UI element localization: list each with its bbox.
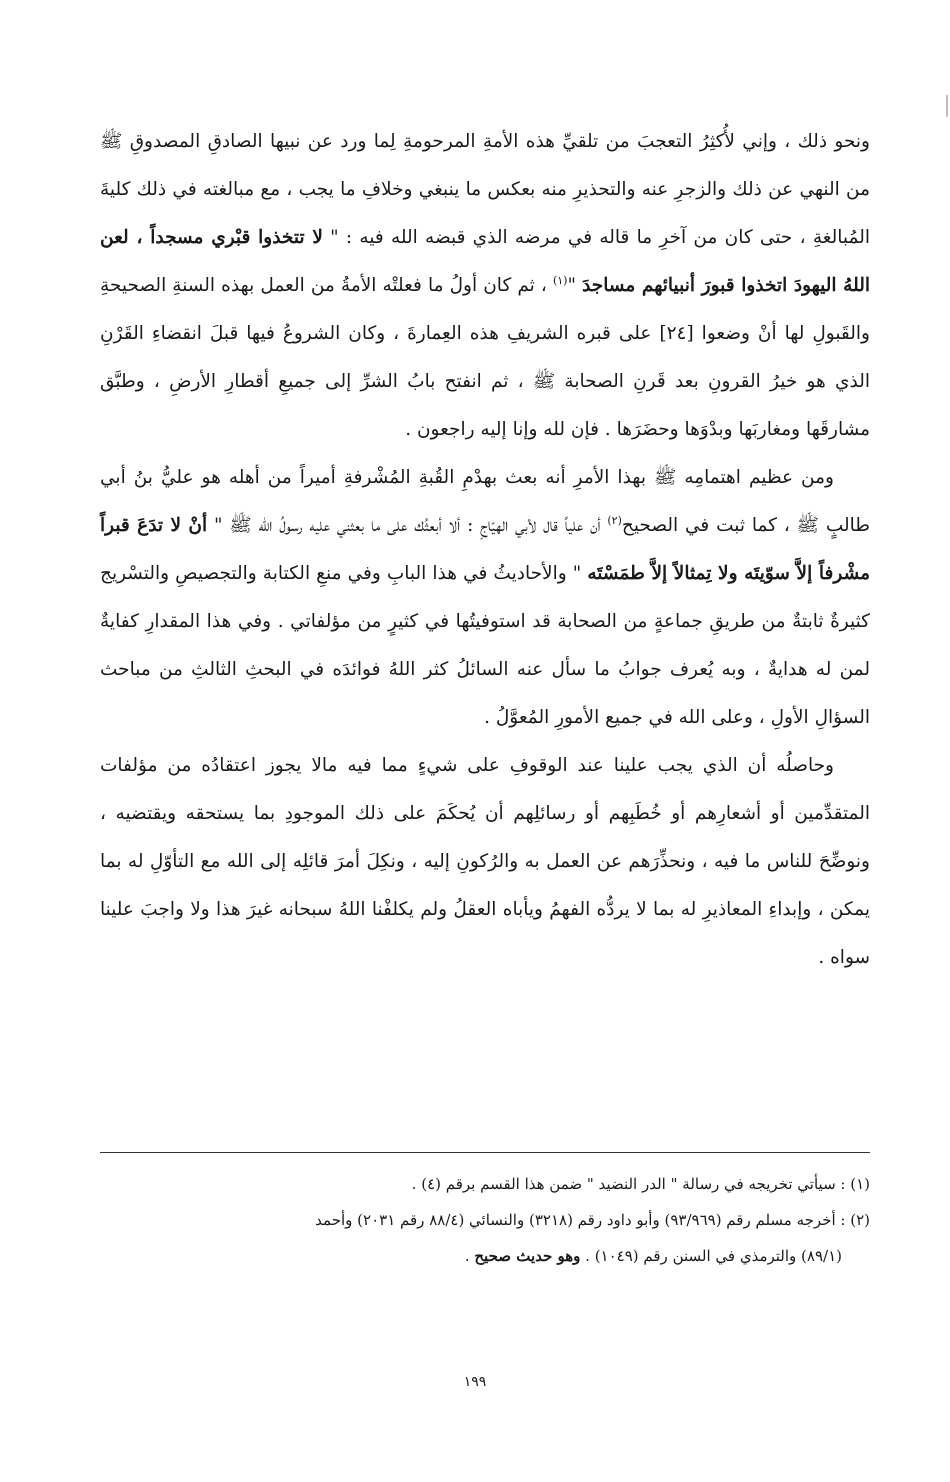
footnote-2-grading-bold: وهو حديث صحيح bbox=[474, 1247, 581, 1265]
paragraph-1-text-start: ونحو ذلك ، وإني لأُكثِرُ التعجبَ من تلقيِّ هذه الأمةِ المرحومةِ لِما ورد عن نبيها الصادقِ المصدوقِ ﷺ من النهي عن ذلك والزجرِ عنه والتحذيرِ منه بعكس ما ينبغي وخلافِ ما يجب ، مع مبالغته في ذلك كليةَ المُبالغةِ ، حتى كان من آخرِ ما قاله في مرضه الذي قبضه الله فيه : " bbox=[100, 131, 870, 248]
footnote-ref-2[interactable]: (٢) bbox=[607, 513, 622, 527]
footnote-2-line-2 bbox=[100, 1238, 870, 1274]
footnote-separator-rule bbox=[100, 1152, 870, 1153]
paragraph-3 bbox=[100, 742, 870, 982]
paragraph-2-text-end: " والأحاديثُ في هذا البابِ وفي منعِ الكتابة والتجصيصِ والتسْريج كثيرةٌ ثابتةٌ من طريقِ جماعةٍ من الصحابة قد استوفيتُها في كثيرٍ من مؤلفاتي . وفي هذا المقدارِ كفايةٌ لمن له هدايةٌ ، وبه يُعرف جوابُ ما سأل عنه السائلُ كثر اللهُ فوائدَه في البحثِ الثالثِ من مباحث السؤالِ الأولِ ، وعلى الله في جميع الأمورِ المُعوَّلُ . bbox=[100, 563, 870, 728]
paragraph-1-text-end: ، ثم كان أولُ ما فعلتْه الأمةُ من العمل بهذه السنةِ الصحيحةِ والقَبولِ لها أنْ وضعوا [٢٤] على قبره الشريفِ هذه العِمارةَ ، وكان الشروعُ فيها قبلَ انقضاءِ القَرْنِ الذي هو خيرُ القرونِ بعد قَرنِ الصحابة ﷺ ، ثم انفتح بابُ الشرِّ إلى جميعِ أقطارِ الأرضِ ، وطبَّق مشارقَها ومغاربَها وبدْوَها وحضَرَها . فإن لله وإنا إليه راجعون . bbox=[100, 275, 870, 440]
footnote-ref-1[interactable]: (١) bbox=[552, 273, 568, 287]
footnote-2-end-mark: . bbox=[464, 1247, 475, 1265]
paragraph-1 bbox=[100, 118, 870, 454]
paragraph-3-text: وحاصلُه أن الذي يجب علينا عند الوقوفِ على شيءٍ مما فيه مالا يجوز اعتقادُه من مؤلفات المتقدِّمين أو أشعارِهم أو خُطَبِهم أو رسائلِهم أن يُحكَمَ على ذلك الموجودِ بما يستحقه ويقتضيه ، ونوضِّحَ للناس ما فيه ، ونحذِّرَهم عن العمل به والرُكونِ إليه ، ونكِلَ أمرَ قائلِه إلى الله مع التأوّلِ له بما يمكن ، وإبداءِ المعاذيرِ له بما لا يردُّه الفهمُ ويأباه العقلُ ولم يكلفْنا اللهُ سبحانه غيرَ هذا ولا واجبَ علينا سواه . bbox=[100, 755, 870, 968]
page-number: ١٩٩ bbox=[463, 1374, 487, 1390]
main-text-body bbox=[100, 118, 870, 982]
quote-close-mark: " bbox=[567, 275, 583, 296]
paragraph-2-text-start: ومن عظيم اهتمامِه ﷺ بهذا الأمرِ أنه بعث بهدْمِ القُبةِ المُشْرفةِ أميراً من أهله هو عليُّ بنُ أبي طالبٍ ﷺ ، كما ثبت في الصحيح bbox=[100, 467, 870, 536]
footnote-1: (١) : سيأتي تخريجه في رسالة " الدر النضيد " ضمن هذا القسم برقم (٤) . bbox=[411, 1175, 870, 1193]
page-edge-mark bbox=[946, 95, 948, 117]
hadith-quote-bold-2: أنْ لا تدَعَ قبراً مشْرفاً إلاَّ سوّيتَه ولا تِمثالاً إلاَّ طمَسْتَه bbox=[100, 515, 870, 584]
hadith-quote-bold: لا تتخذوا قبْري مسجداً ، لعن اللهُ اليهودَ اتخذوا قبورَ أنبيائهم مساجدَ bbox=[100, 227, 871, 296]
footnote-2-line-1: (٢) : أخرجه مسلم رقم (٩٣/٩٦٩) وأبو داود رقم (٣٢١٨) والنسائي (٨٨/٤ رقم ٢٠٣١) وأحمد bbox=[315, 1211, 870, 1229]
paragraph-2-text-middle: أن علياً قال لأبي الهيّاجِ : ألا أبعثُك على ما بعثني عليه رسولُ الله ﷺ " bbox=[207, 515, 608, 536]
footnotes-section bbox=[100, 1166, 870, 1274]
paragraph-2 bbox=[100, 454, 870, 742]
footnote-2-citation: (٨٩/١) والترمذي في السنن رقم (١٠٤٩) . bbox=[580, 1247, 842, 1265]
